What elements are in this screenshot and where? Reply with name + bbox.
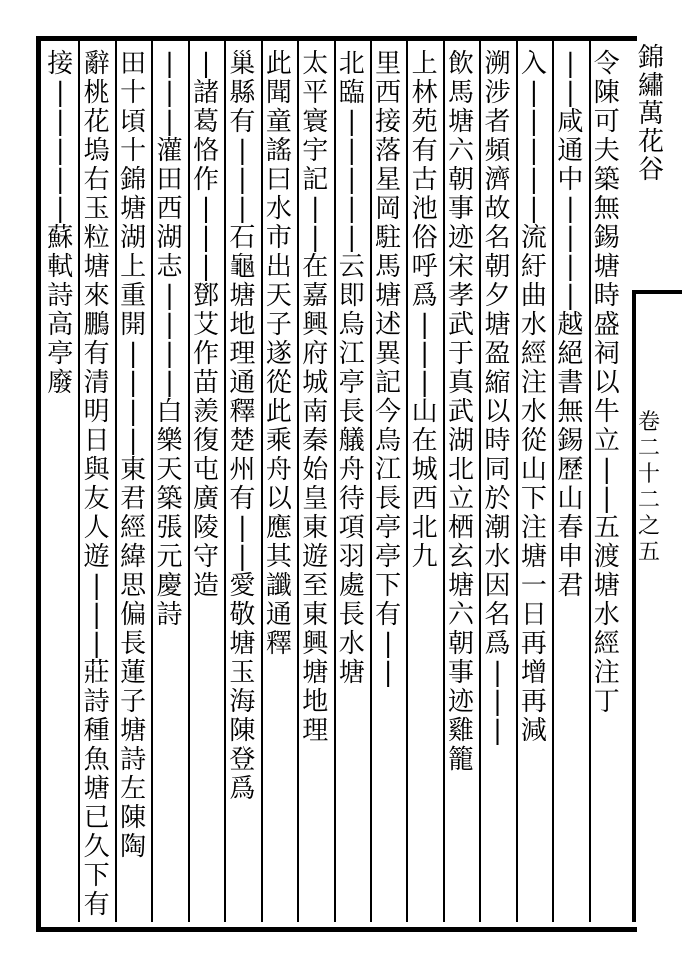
column-rule: [406, 41, 408, 922]
header-margin-title: 錦繡萬花谷: [638, 43, 665, 185]
text-column: 田 十 頃 十 錦 塘 湖 上 重 開 | | | | 東 君 經 緯 思 偏 長 蓮 子 塘 詩 左 陳 陶: [120, 49, 147, 862]
margin-notch: [632, 290, 682, 294]
volume-label: 卷二十二之五: [638, 410, 661, 565]
text-column: 太 平 寰 宇 記 | | 在 嘉 興 府 城 南 秦 始 皇 東 遊 至 東 興 塘 地 理: [302, 49, 329, 746]
column-rule: [370, 41, 372, 922]
column-rule: [552, 41, 554, 922]
column-rule: [479, 41, 481, 922]
column-rule: [188, 41, 190, 922]
column-rule: [334, 41, 336, 922]
column-rule: [261, 41, 263, 922]
text-column: 此 聞 童 謠 曰 水 市 出 天 子 遂 從 此 乘 舟 以 應 其 讖 通 釋: [265, 49, 292, 659]
text-column: 里 西 接 落 星 岡 駐 馬 塘 述 異 記 今 烏 江 長 亭 亭 下 有 | |: [375, 49, 402, 688]
text-column: 巢 縣 有 | | | 石 龜 塘 地 理 通 釋 楚 州 有 | | 愛 敬 塘 玉 海 陳 登 爲: [229, 49, 256, 804]
column-rule: [151, 41, 153, 922]
column-rule: [78, 41, 80, 922]
column-rule: [115, 41, 117, 922]
text-column: | | | 灌 田 西 湖 志 | | | | 白 樂 天 築 張 元 慶 詩: [156, 49, 183, 630]
column-rule: [589, 41, 591, 922]
text-column: 入 | | | | | 流 紆 曲 水 經 注 水 從 山 下 注 塘 一 日 再 增 再 減: [520, 49, 547, 746]
column-rule: [443, 41, 445, 922]
text-column: 令 陳 可 夫 築 無 錫 塘 時 盛 祠 以 牛 立 | | 五 渡 塘 水 經 注 丁: [593, 49, 620, 717]
text-column: 溯 涉 者 頻 濟 故 名 朝 夕 塘 盈 縮 以 時 同 於 潮 水 因 名 爲 | | |: [484, 49, 511, 746]
margin-divider: [632, 290, 636, 922]
column-rule: [297, 41, 299, 922]
text-column: 北 臨 | | | | | 云 即 烏 江 亭 長 艤 舟 待 項 羽 處 長 水 塘: [338, 49, 365, 688]
text-column: 上 林 苑 有 古 池 俗 呼 爲 | | | 山 在 城 西 北 九: [411, 49, 438, 572]
column-rule: [224, 41, 226, 922]
text-column: 辭 桃 花 塢 右 玉 粒 塘 來 鵬 有 清 明 日 與 友 人 遊 | | | 莊 詩 種 魚 塘 已 久 下 有: [83, 49, 110, 920]
text-column: 接 | | | | | 蘇 軾 詩 高 亭 廢: [47, 49, 74, 398]
text-column: | | 咸 通 中 | | | | 越 絕 書 無 錫 歷 山 春 申 君: [557, 49, 584, 601]
column-rule: [516, 41, 518, 922]
text-column: | 諸 葛 恪 作 | | | 鄧 艾 作 苗 羨 復 屯 廣 陵 守 造: [192, 49, 219, 601]
text-column: 飲 馬 塘 六 朝 事 迹 宋 孝 武 于 真 武 湖 北 立 栖 玄 塘 六 朝 事 迹 雞 籠: [448, 49, 475, 775]
